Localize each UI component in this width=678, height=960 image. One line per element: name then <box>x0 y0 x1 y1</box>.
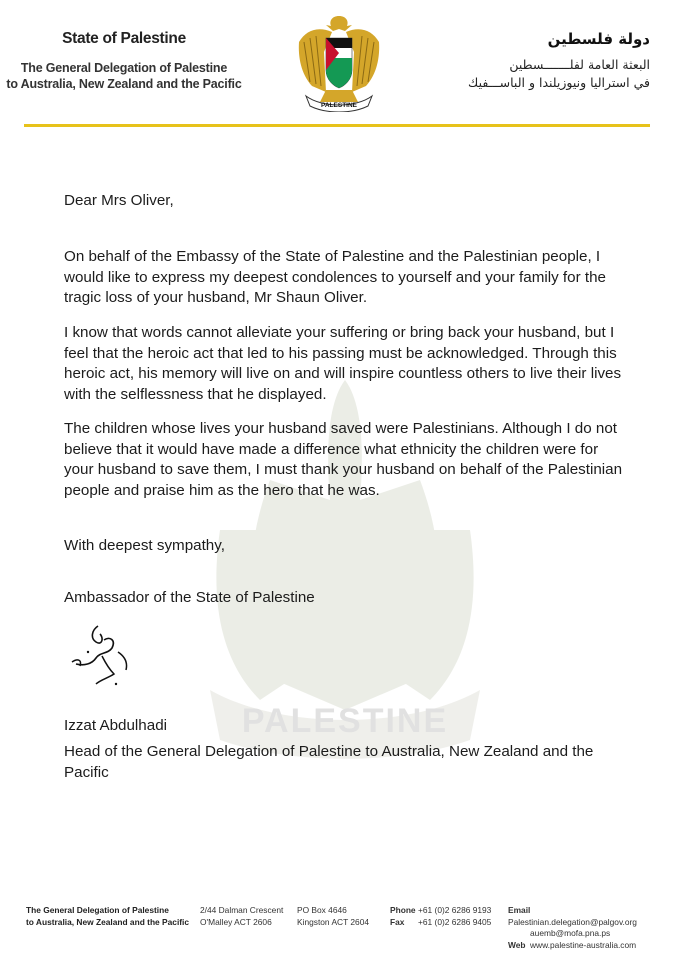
header-divider <box>24 124 650 127</box>
footer-org-line1: The General Delegation of Palestine <box>26 905 169 915</box>
letterhead-arabic <box>390 30 650 92</box>
org-subtitle <box>0 60 248 92</box>
footer-address-line1: 2/44 Dalman Crescent <box>200 905 284 915</box>
letterhead-english <box>0 30 248 92</box>
ar-subtitle-line2: في استراليا ونيوزيلندا و الباســـفيك <box>468 75 650 90</box>
fax-label: Fax <box>390 916 405 927</box>
footer-po-line1: PO Box 4646 <box>297 905 347 915</box>
web-label: Web <box>508 939 526 950</box>
org-subtitle-line2: to Australia, New Zealand and the Pacific <box>6 77 242 91</box>
email-label: Email <box>508 905 531 915</box>
web-value[interactable]: www.palestine-australia.com <box>530 939 637 950</box>
letter-paragraph-1 <box>64 247 624 309</box>
sender-title: Head of the General Delegation of Palestine to Australia, New Zealand and the Pacific <box>64 743 594 781</box>
letter-paragraph-2 <box>64 323 624 405</box>
email-value-2[interactable]: auemb@mofa.pna.ps <box>530 928 611 938</box>
paragraph-text: The children whose lives your husband saved were Palestinians. Although I do not believe that it would have made a difference what ethnicity the children were for your husband to save them, I must thank your husband on behalf of the Palestinian people and praise him as the hero that he was. <box>64 420 623 499</box>
handwritten-signature <box>66 622 138 690</box>
fax-value: +61 (0)2 6286 9405 <box>418 916 492 927</box>
footer-address-line2: O'Malley ACT 2606 <box>200 916 272 927</box>
ar-subtitle-line1: البعثة العامة لفلـــــــسطين <box>509 57 650 72</box>
footer-phone-fax <box>390 905 500 928</box>
salutation: Dear Mrs Oliver, <box>64 192 174 209</box>
letter-paragraph-3 <box>64 419 624 501</box>
footer-organization <box>26 905 196 928</box>
watermark-label: PALESTINE <box>241 702 449 740</box>
sender-role: Ambassador of the State of Palestine <box>64 589 315 606</box>
org-title: State of Palestine <box>62 30 186 47</box>
footer-address <box>200 905 290 928</box>
palestine-eagle-emblem-icon <box>296 12 382 112</box>
paragraph-text: On behalf of the Embassy of the State of Palestine and the Palestinian people, I would like to express my deepest condolences to yourself and your family for the tragic loss of your husband, Mr Shaun Oliver. <box>64 248 606 306</box>
footer-po-box <box>297 905 387 928</box>
sender-name: Izzat Abdulhadi <box>64 717 168 734</box>
phone-value: +61 (0)2 6286 9193 <box>418 905 492 915</box>
email-value-1[interactable]: Palestinian.delegation@palgov.org <box>508 916 637 927</box>
ar-title: دولة فلسطين <box>547 30 650 48</box>
footer-org-line2: to Australia, New Zealand and the Pacific <box>26 916 190 927</box>
org-subtitle-line1: The General Delegation of Palestine <box>20 61 228 75</box>
phone-label: Phone <box>390 905 416 915</box>
ar-subtitle <box>390 56 650 92</box>
emblem-label: PALESTINE <box>321 102 357 109</box>
closing: With deepest sympathy, <box>64 537 225 554</box>
paragraph-text: I know that words cannot alleviate your suffering or bring back your husband, but I feel that the heroic act that led to his passing must be acknowledged. Through this heroic act, his memory will live on and will inspire countless others to live their lives with the selflessness that he displayed. <box>64 324 622 403</box>
footer-contact <box>508 905 658 951</box>
footer-po-line2: Kingston ACT 2604 <box>297 916 370 927</box>
